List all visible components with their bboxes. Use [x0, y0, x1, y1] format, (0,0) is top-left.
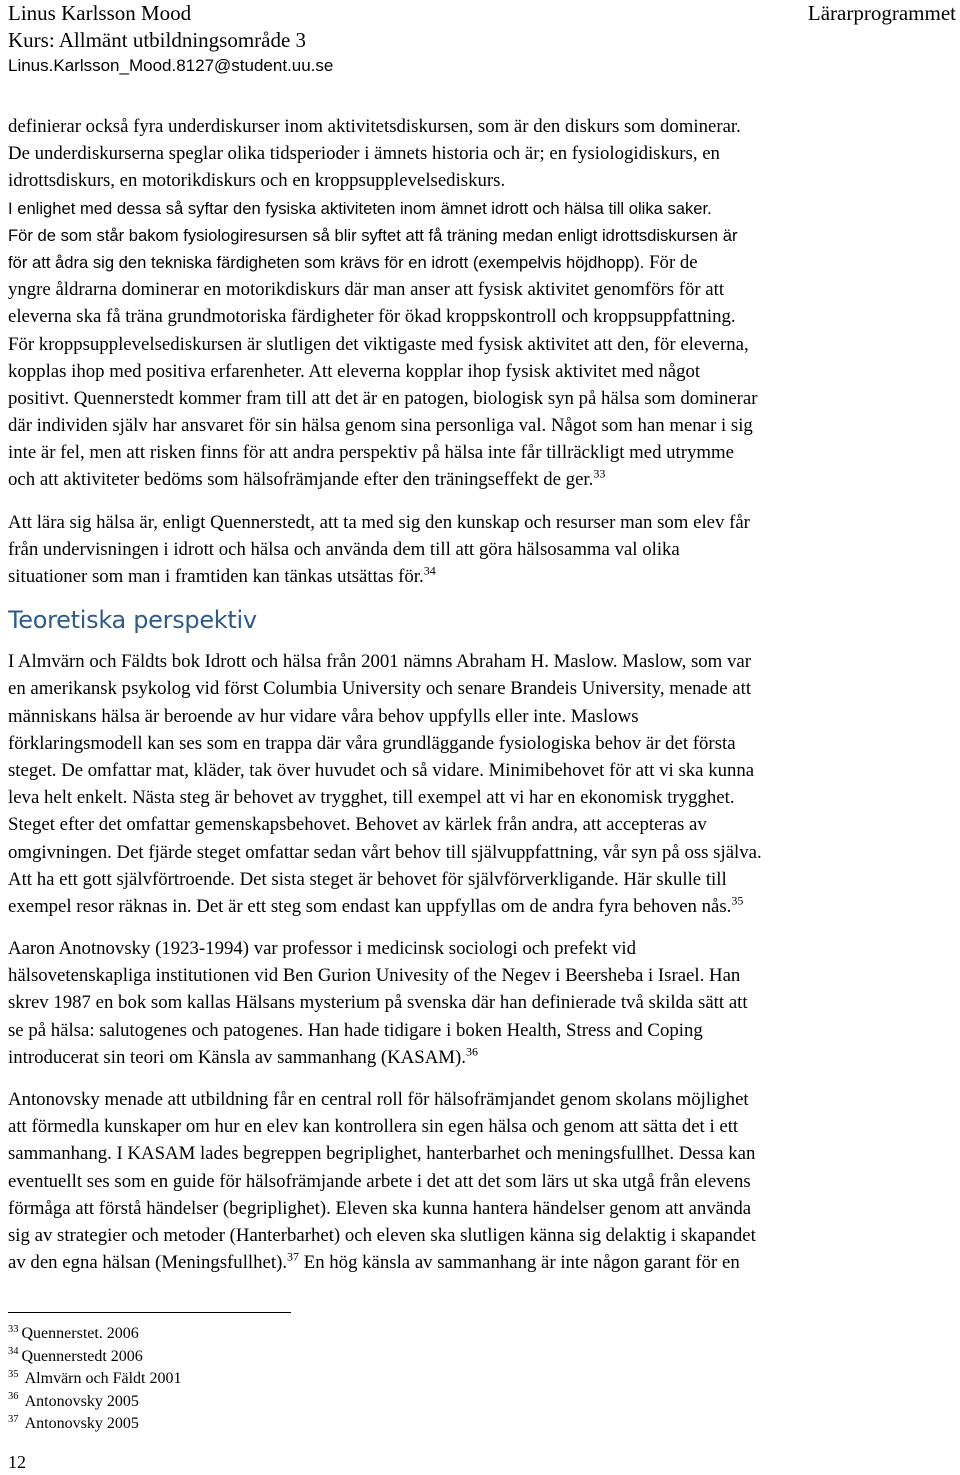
footnote-reference[interactable]: 36 [465, 1044, 478, 1059]
text-line [8, 839, 956, 866]
footnote-text: Quennerstedt 2006 [21, 1347, 143, 1365]
line-text: sammanhang. I KASAM lades begreppen begriplighet, hanterbarhet och meningsfullhet. Dessa kan [8, 1143, 756, 1165]
author-email: Linus.Karlsson_Mood.8127@student.uu.se [8, 56, 334, 75]
paragraph [8, 113, 956, 494]
text-line [8, 648, 956, 675]
line-text: yngre åldrarna dominerar en motorikdiskurs där man anser att fysisk aktivitet genomförs för att [8, 279, 725, 301]
line-text: I Almvärn och Fäldts bok Idrott och hälsa från 2001 nämns Abraham H. Maslow. Maslow, som var [8, 651, 751, 673]
footnote-number: 37 [8, 1414, 19, 1426]
text-line [8, 358, 956, 385]
line-text: De underdiskurserna speglar olika tidsperioder i ämnets historia och är; en fysiologidiskurs, en [8, 143, 720, 165]
document-page [8, 0, 956, 1475]
section-heading: Teoretiska perspektiv [8, 606, 257, 635]
text-line [8, 1195, 956, 1222]
text-line [8, 249, 956, 276]
text-line [8, 1140, 956, 1167]
line-text: människans hälsa är beroende av hur vidare våra behov uppfylls eller inte. Maslows [8, 705, 639, 727]
text-line [8, 757, 956, 784]
body-text [8, 113, 956, 1276]
footnote-number: 33 [8, 1323, 19, 1335]
footnote-text: Antonovsky 2005 [21, 1415, 139, 1433]
line-text: för att ådra sig den tekniska färdigheten som krävs för en idrott (exempelvis höjdhopp). [8, 252, 645, 272]
text-line [8, 222, 956, 249]
line-text: Steget efter det omfattar gemenskapsbehovet. Behovet av kärlek från andra, att accepteras av [8, 814, 707, 836]
program-name: Lärarprogrammet [807, 1, 956, 25]
line-text: en amerikansk psykolog vid först Columbia University och senare Brandeis University, menade att [8, 678, 752, 700]
line-text: I enlighet med dessa så syftar den fysiska aktiviteten inom ämnet idrott och hälsa till olika saker. [8, 198, 712, 218]
text-line [8, 893, 956, 920]
paragraph [8, 1086, 956, 1276]
page-header [8, 0, 956, 78]
line-text: Att ha ett gott självförtroende. Det sista steget är behovet för självförverkligande. Här skulle till [8, 868, 727, 890]
text-line [8, 935, 956, 962]
line-text: leva helt enkelt. Nästa steg är behovet av trygghet, till exempel att vi har en ekonomisk trygghet. [8, 787, 735, 809]
line-text-tail: En hög känsla av sammanhang är inte någon garant för en [299, 1252, 740, 1274]
line-text: Aaron Anotnovsky (1923-1994) var professor i medicinsk sociologi och prefekt vid [8, 938, 637, 960]
line-text: definierar också fyra underdiskurser inom aktivitetsdiskursen, som är den diskurs som dominerar. [8, 116, 741, 137]
text-line [8, 439, 956, 466]
line-text: idrottsdiskurs, en motorikdiskurs och en kroppsupplevelsediskurs. [8, 170, 506, 192]
text-line [8, 1222, 956, 1249]
line-text: eleverna ska få träna grundmotoriska färdigheter för ökad kroppskontroll och kroppsuppfattning. [8, 306, 736, 328]
text-line [8, 703, 956, 730]
line-text: introducerat sin teori om Känsla av sammanhang (KASAM). [8, 1046, 466, 1068]
line-text: eventuellt ses som en guide för hälsofrämjande arbete i det att det som lärs ut ska utgå från elevens [8, 1170, 751, 1192]
line-text: av den egna hälsan (Meningsfullhet). [8, 1252, 288, 1274]
text-line [8, 195, 956, 222]
footnote-number: 36 [8, 1391, 19, 1403]
text-line [8, 536, 956, 563]
page-number: 12 [8, 1452, 26, 1472]
line-text: Antonovsky menade att utbildning får en central roll för hälsofrämjandet genom skolans möjlighet [8, 1089, 749, 1110]
text-line [8, 1249, 956, 1276]
paragraph-gap [8, 920, 956, 935]
text-line [8, 1044, 956, 1071]
text-line [8, 167, 956, 194]
line-text: sig av strategier och metoder (Hanterbarhet) och eleven ska slutligen känna sig delaktig i skapandet [8, 1224, 756, 1246]
line-text: skrev 1987 en bok som kallas Hälsans mysterium på svenska där han definierade två skilda sätt att [8, 992, 748, 1014]
text-line [8, 509, 956, 536]
line-text: exempel resor räknas in. Det är ett steg som endast kan uppfyllas om de andra fyra behoven nås. [8, 895, 732, 917]
text-line [8, 1168, 956, 1195]
course-name: Kurs: Allmänt utbildningsområde 3 [8, 28, 307, 52]
line-text: att förmedla kunskaper om hur en elev kan kontrollera sin egen hälsa och genom att sätta det i ett [8, 1116, 739, 1138]
footnote-item [8, 1368, 181, 1391]
footnotes [8, 1323, 181, 1436]
line-text: förklaringsmodell kan ses som en trappa där våra grundläggande fysiologiska behov är det första [8, 732, 736, 754]
text-line [8, 140, 956, 167]
line-text: situationer som man i framtiden kan tänkas utsättas för. [8, 566, 424, 587]
paragraph [8, 509, 956, 591]
footnote-item [8, 1391, 181, 1414]
footnote-text: Antonovsky 2005 [21, 1392, 139, 1410]
text-line [8, 730, 956, 757]
text-line [8, 1113, 956, 1140]
text-line [8, 811, 956, 838]
paragraph-gap [8, 494, 956, 509]
line-text: inte är fel, men att risken finns för att andra perspektiv på hälsa inte får tillräckligt med utrymme [8, 442, 734, 464]
line-text: förmåga att förstå händelser (begriplighet). Eleven ska kunna hantera händelser genom att använda [8, 1197, 752, 1219]
text-line [8, 784, 956, 811]
line-text: hälsovetenskapliga institutionen vid Ben Gurion Univesity of the Negev i Beersheba i Israel. Han [8, 965, 741, 987]
text-line [8, 866, 956, 893]
line-text: För de som står bakom fysiologiresursen så blir syftet att få träning medan enligt idrottsdiskursen är [8, 225, 738, 245]
line-text: där individen själv har ansvaret för sin hälsa genom sina personliga val. Något som han menar i sig [8, 415, 753, 437]
line-text: se på hälsa: salutogenes och patogenes. Han hade tidigare i boken Health, Stress and Coping [8, 1019, 703, 1041]
text-line [8, 412, 956, 439]
footnote-number: 35 [8, 1368, 19, 1380]
footnote-reference[interactable]: 33 [593, 467, 606, 482]
text-line [8, 466, 956, 493]
footnote-text: Quennerstet. 2006 [21, 1325, 139, 1342]
footnote-item [8, 1413, 181, 1436]
text-line [8, 331, 956, 358]
text-line [8, 989, 956, 1016]
text-line [8, 1017, 956, 1044]
paragraph [8, 648, 956, 920]
author-name: Linus Karlsson Mood [8, 1, 192, 25]
paragraph-gap [8, 1071, 956, 1086]
text-line [8, 675, 956, 702]
line-text: och att aktiviteter bedöms som hälsofrämjande efter den träningseffekt de ger. [8, 469, 594, 491]
footnote-reference[interactable]: 34 [423, 563, 436, 578]
text-line [8, 1086, 956, 1113]
line-text: kopplas ihop med positiva erfarenheter. Att eleverna kopplar ihop fysisk aktivitet med något [8, 360, 701, 382]
footnote-number: 34 [8, 1346, 19, 1358]
footnote-reference[interactable]: 37 [287, 1249, 300, 1264]
line-text: positivt. Quennerstedt kommer fram till att det är en patogen, biologisk syn på hälsa som dominerar [8, 387, 758, 409]
text-line [8, 385, 956, 412]
paragraph [8, 935, 956, 1071]
line-text: steget. De omfattar mat, kläder, tak över huvudet och så vidare. Minimibehovet för att vi ska kunna [8, 759, 755, 781]
line-text-tail: För de [644, 251, 698, 273]
text-line [8, 563, 956, 590]
footnote-item [8, 1346, 181, 1369]
text-line [8, 962, 956, 989]
line-text: från undervisningen i idrott och hälsa och använda dem till att göra hälsosamma val olika [8, 538, 680, 560]
text-line [8, 113, 956, 140]
footnote-text: Almvärn och Fäldt 2001 [21, 1370, 182, 1388]
footnote-separator [8, 1312, 291, 1313]
footnote-reference[interactable]: 35 [731, 893, 744, 908]
section-paragraphs [8, 648, 956, 1276]
line-text: För kroppsupplevelsediskursen är slutligen det viktigaste med fysisk aktivitet att den, för eleverna, [8, 333, 749, 355]
text-line [8, 303, 956, 330]
intro-paragraphs [8, 113, 956, 590]
line-text: Att lära sig hälsa är, enligt Quennerstedt, att ta med sig den kunskap och resurser man som elev får [8, 511, 750, 533]
text-line [8, 276, 956, 303]
line-text: omgivningen. Det fjärde steget omfattar sedan vårt behov till självuppfattning, vår syn på oss själva. [8, 841, 762, 863]
footnote-item [8, 1323, 181, 1346]
